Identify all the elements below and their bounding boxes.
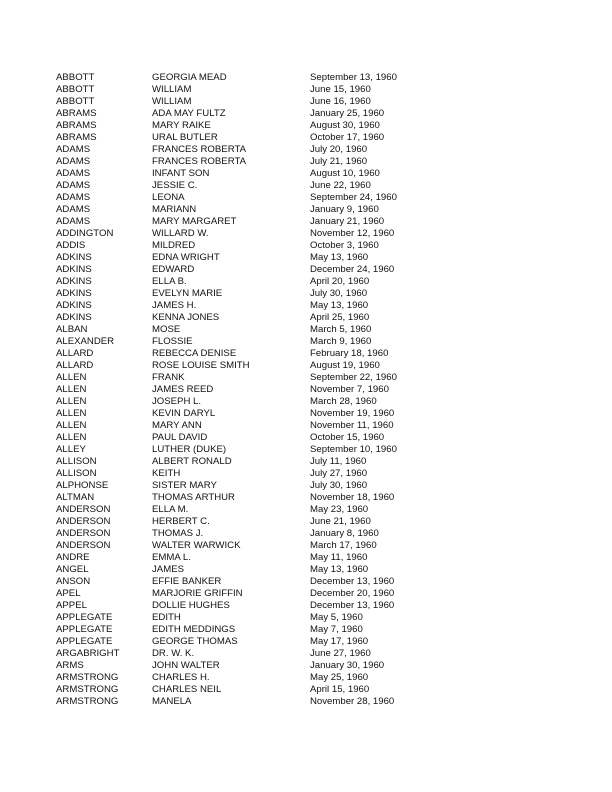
- last-name: APPEL: [56, 600, 87, 611]
- record-row: [56, 612, 576, 624]
- record-date: May 17, 1960: [310, 636, 369, 647]
- record-date: November 11, 1960: [310, 420, 394, 431]
- record-row: [56, 312, 576, 324]
- record-row: [56, 480, 576, 492]
- first-name: FLOSSIE: [152, 336, 193, 347]
- last-name: ALTMAN: [56, 492, 95, 503]
- last-name: ALEXANDER: [56, 336, 115, 347]
- last-name: ALLEN: [56, 384, 87, 395]
- record-row: [56, 120, 576, 132]
- record-date: March 9, 1960: [310, 336, 372, 347]
- record-date: January 9, 1960: [310, 204, 379, 215]
- record-row: [56, 552, 576, 564]
- record-date: August 30, 1960: [310, 120, 380, 131]
- last-name: ANSON: [56, 576, 91, 587]
- record-row: [56, 504, 576, 516]
- last-name: ALPHONSE: [56, 480, 109, 491]
- first-name: JAMES REED: [152, 384, 214, 395]
- record-date: July 20, 1960: [310, 144, 368, 155]
- first-name: JAMES: [152, 564, 184, 575]
- last-name: ALLEN: [56, 372, 87, 383]
- last-name: APPLEGATE: [56, 636, 113, 647]
- first-name: MARY MARGARET: [152, 216, 237, 227]
- record-row: [56, 696, 576, 708]
- last-name: ABBOTT: [56, 72, 95, 83]
- first-name: DOLLIE HUGHES: [152, 600, 230, 611]
- record-date: September 22, 1960: [310, 372, 397, 383]
- record-row: [56, 192, 576, 204]
- first-name: INFANT SON: [152, 168, 210, 179]
- last-name: ADDIS: [56, 240, 86, 251]
- last-name: ADKINS: [56, 300, 92, 311]
- record-row: [56, 288, 576, 300]
- record-row: [56, 264, 576, 276]
- record-row: [56, 276, 576, 288]
- first-name: EDITH: [152, 612, 181, 623]
- last-name: ABBOTT: [56, 96, 95, 107]
- record-row: [56, 372, 576, 384]
- first-name: WALTER WARWICK: [152, 540, 241, 551]
- record-date: April 25, 1960: [310, 312, 370, 323]
- first-name: REBECCA DENISE: [152, 348, 237, 359]
- record-row: [56, 516, 576, 528]
- last-name: APPLEGATE: [56, 612, 113, 623]
- record-row: [56, 228, 576, 240]
- first-name: PAUL DAVID: [152, 432, 208, 443]
- record-date: June 27, 1960: [310, 648, 371, 659]
- last-name: ABBOTT: [56, 84, 95, 95]
- record-row: [56, 300, 576, 312]
- first-name: EMMA L.: [152, 552, 191, 563]
- record-date: January 30, 1960: [310, 660, 385, 671]
- record-date: August 19, 1960: [310, 360, 380, 371]
- record-date: July 30, 1960: [310, 480, 368, 491]
- first-name: GEORGE THOMAS: [152, 636, 238, 647]
- last-name: ABRAMS: [56, 108, 97, 119]
- record-row: [56, 432, 576, 444]
- record-date: April 15, 1960: [310, 684, 370, 695]
- last-name: ARMS: [56, 660, 84, 671]
- record-date: December 20, 1960: [310, 588, 395, 599]
- record-row: [56, 468, 576, 480]
- record-row: [56, 240, 576, 252]
- first-name: MOSE: [152, 324, 181, 335]
- record-row: [56, 408, 576, 420]
- record-date: June 21, 1960: [310, 516, 371, 527]
- record-row: [56, 360, 576, 372]
- last-name: ANDRE: [56, 552, 90, 563]
- record-date: October 3, 1960: [310, 240, 379, 251]
- first-name: EVELYN MARIE: [152, 288, 223, 299]
- record-date: May 23, 1960: [310, 504, 369, 515]
- last-name: APPLEGATE: [56, 624, 113, 635]
- record-row: [56, 528, 576, 540]
- first-name: ALBERT RONALD: [152, 456, 232, 467]
- last-name: ANDERSON: [56, 540, 111, 551]
- last-name: ALLEN: [56, 432, 87, 443]
- last-name: ADDINGTON: [56, 228, 114, 239]
- record-date: January 25, 1960: [310, 108, 385, 119]
- last-name: ADAMS: [56, 180, 91, 191]
- record-date: May 13, 1960: [310, 252, 369, 263]
- last-name: ADAMS: [56, 156, 91, 167]
- first-name: ELLA B.: [152, 276, 187, 287]
- last-name: ALLISON: [56, 468, 97, 479]
- first-name: JOHN WALTER: [152, 660, 220, 671]
- record-date: May 7, 1960: [310, 624, 363, 635]
- last-name: ALLEN: [56, 420, 87, 431]
- record-row: [56, 396, 576, 408]
- record-date: September 13, 1960: [310, 72, 397, 83]
- first-name: DR. W. K.: [152, 648, 195, 659]
- record-date: July 27, 1960: [310, 468, 368, 479]
- first-name: JAMES H.: [152, 300, 197, 311]
- record-date: September 10, 1960: [310, 444, 397, 455]
- record-row: [56, 336, 576, 348]
- record-row: [56, 108, 576, 120]
- last-name: ALBAN: [56, 324, 88, 335]
- record-row: [56, 624, 576, 636]
- last-name: ADKINS: [56, 276, 92, 287]
- last-name: ANGEL: [56, 564, 89, 575]
- first-name: LEONA: [152, 192, 185, 203]
- last-name: ALLEY: [56, 444, 86, 455]
- record-row: [56, 576, 576, 588]
- record-date: May 13, 1960: [310, 564, 369, 575]
- record-row: [56, 420, 576, 432]
- record-date: July 30, 1960: [310, 288, 368, 299]
- first-name: ADA MAY FULTZ: [152, 108, 226, 119]
- last-name: ALLISON: [56, 456, 97, 467]
- record-date: November 18, 1960: [310, 492, 395, 503]
- record-row: [56, 72, 576, 84]
- last-name: ADKINS: [56, 312, 92, 323]
- record-date: May 25, 1960: [310, 672, 369, 683]
- first-name: FRANCES ROBERTA: [152, 144, 246, 155]
- record-date: December 13, 1960: [310, 576, 395, 587]
- first-name: KEVIN DARYL: [152, 408, 216, 419]
- first-name: MANELA: [152, 696, 192, 707]
- record-date: January 21, 1960: [310, 216, 385, 227]
- last-name: ALLARD: [56, 360, 94, 371]
- record-date: June 16, 1960: [310, 96, 371, 107]
- last-name: ADKINS: [56, 288, 92, 299]
- last-name: ANDERSON: [56, 516, 111, 527]
- first-name: GEORGIA MEAD: [152, 72, 227, 83]
- first-name: ROSE LOUISE SMITH: [152, 360, 250, 371]
- record-row: [56, 180, 576, 192]
- first-name: KENNA JONES: [152, 312, 220, 323]
- last-name: ADAMS: [56, 204, 91, 215]
- last-name: ALLARD: [56, 348, 94, 359]
- record-date: July 21, 1960: [310, 156, 368, 167]
- first-name: CHARLES NEIL: [152, 684, 222, 695]
- first-name: EDITH MEDDINGS: [152, 624, 236, 635]
- first-name: EDNA WRIGHT: [152, 252, 220, 263]
- record-row: [56, 216, 576, 228]
- first-name: KEITH: [152, 468, 181, 479]
- record-row: [56, 348, 576, 360]
- record-date: January 8, 1960: [310, 528, 379, 539]
- record-row: [56, 96, 576, 108]
- record-row: [56, 444, 576, 456]
- first-name: WILLARD W.: [152, 228, 209, 239]
- record-date: March 5, 1960: [310, 324, 372, 335]
- record-date: December 13, 1960: [310, 600, 395, 611]
- record-date: November 28, 1960: [310, 696, 395, 707]
- record-date: November 12, 1960: [310, 228, 395, 239]
- first-name: EFFIE BANKER: [152, 576, 222, 587]
- first-name: THOMAS ARTHUR: [152, 492, 235, 503]
- record-row: [56, 156, 576, 168]
- first-name: CHARLES H.: [152, 672, 210, 683]
- last-name: ARMSTRONG: [56, 684, 119, 695]
- record-row: [56, 84, 576, 96]
- record-date: April 20, 1960: [310, 276, 370, 287]
- record-date: May 5, 1960: [310, 612, 363, 623]
- last-name: ARGABRIGHT: [56, 648, 120, 659]
- record-row: [56, 324, 576, 336]
- first-name: HERBERT C.: [152, 516, 210, 527]
- record-row: [56, 252, 576, 264]
- record-date: November 19, 1960: [310, 408, 395, 419]
- first-name: MARIANN: [152, 204, 197, 215]
- last-name: ABRAMS: [56, 120, 97, 131]
- record-date: July 11, 1960: [310, 456, 367, 467]
- record-row: [56, 456, 576, 468]
- record-row: [56, 636, 576, 648]
- record-date: November 7, 1960: [310, 384, 389, 395]
- record-row: [56, 600, 576, 612]
- record-date: June 15, 1960: [310, 84, 371, 95]
- last-name: ADKINS: [56, 252, 92, 263]
- first-name: ELLA M.: [152, 504, 189, 515]
- record-date: May 13, 1960: [310, 300, 369, 311]
- last-name: ABRAMS: [56, 132, 97, 143]
- record-date: September 24, 1960: [310, 192, 397, 203]
- first-name: URAL BUTLER: [152, 132, 218, 143]
- record-date: October 17, 1960: [310, 132, 385, 143]
- record-row: [56, 660, 576, 672]
- record-row: [56, 144, 576, 156]
- record-date: December 24, 1960: [310, 264, 395, 275]
- record-row: [56, 588, 576, 600]
- record-row: [56, 132, 576, 144]
- record-row: [56, 684, 576, 696]
- first-name: WILLIAM: [152, 96, 192, 107]
- record-row: [56, 204, 576, 216]
- record-date: March 28, 1960: [310, 396, 377, 407]
- records-list: [56, 72, 576, 708]
- record-row: [56, 168, 576, 180]
- record-date: May 11, 1960: [310, 552, 368, 563]
- last-name: ARMSTRONG: [56, 696, 119, 707]
- last-name: ARMSTRONG: [56, 672, 119, 683]
- last-name: ADAMS: [56, 144, 91, 155]
- first-name: THOMAS J.: [152, 528, 204, 539]
- first-name: WILLIAM: [152, 84, 192, 95]
- record-row: [56, 492, 576, 504]
- last-name: ALLEN: [56, 408, 87, 419]
- last-name: ANDERSON: [56, 528, 111, 539]
- last-name: ALLEN: [56, 396, 87, 407]
- first-name: FRANCES ROBERTA: [152, 156, 246, 167]
- first-name: JOSEPH L.: [152, 396, 202, 407]
- first-name: SISTER MARY: [152, 480, 217, 491]
- last-name: ADKINS: [56, 264, 92, 275]
- record-date: August 10, 1960: [310, 168, 380, 179]
- last-name: ADAMS: [56, 192, 91, 203]
- last-name: APEL: [56, 588, 81, 599]
- first-name: LUTHER (DUKE): [152, 444, 227, 455]
- record-row: [56, 648, 576, 660]
- record-row: [56, 672, 576, 684]
- first-name: FRANK: [152, 372, 185, 383]
- record-date: October 15, 1960: [310, 432, 385, 443]
- last-name: ADAMS: [56, 168, 91, 179]
- last-name: ADAMS: [56, 216, 91, 227]
- first-name: EDWARD: [152, 264, 195, 275]
- record-date: March 17, 1960: [310, 540, 377, 551]
- first-name: MILDRED: [152, 240, 196, 251]
- record-row: [56, 540, 576, 552]
- first-name: MARY RAIKE: [152, 120, 211, 131]
- record-row: [56, 384, 576, 396]
- record-row: [56, 564, 576, 576]
- record-date: February 18, 1960: [310, 348, 389, 359]
- first-name: JESSIE C.: [152, 180, 198, 191]
- last-name: ANDERSON: [56, 504, 111, 515]
- first-name: MARY ANN: [152, 420, 202, 431]
- record-date: June 22, 1960: [310, 180, 371, 191]
- first-name: MARJORIE GRIFFIN: [152, 588, 243, 599]
